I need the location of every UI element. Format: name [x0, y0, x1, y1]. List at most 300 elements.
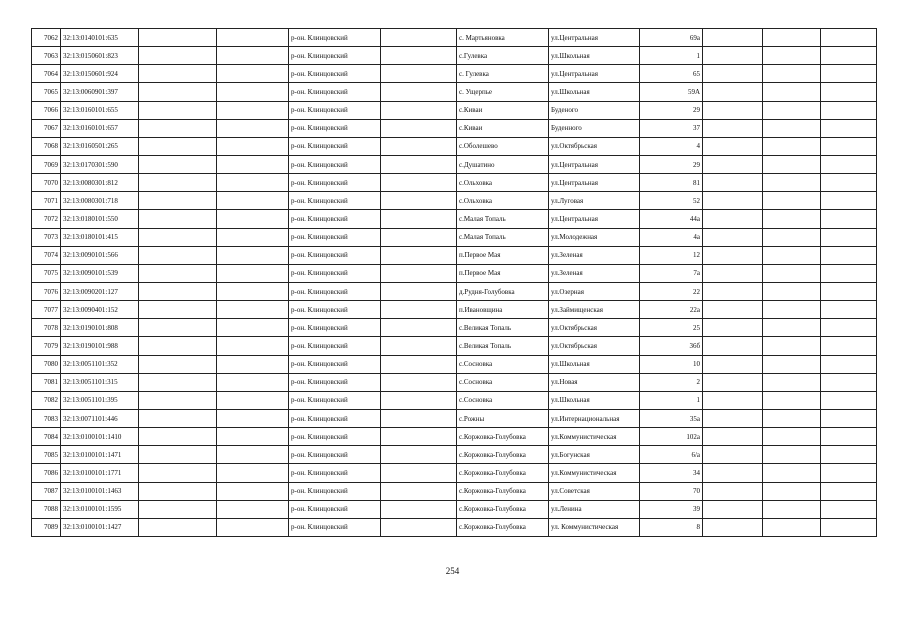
- blank-col-3-cell: [139, 482, 217, 500]
- table-row: [32, 373, 877, 391]
- blank-col-6-cell: [381, 355, 457, 373]
- row-number-cell: 7080: [32, 355, 61, 373]
- registry-table: [31, 28, 877, 537]
- table-row: [32, 337, 877, 355]
- blank-col-10-cell: [703, 210, 763, 228]
- row-number-cell: 7089: [32, 518, 61, 536]
- street-cell: ул.Зеленая: [549, 264, 640, 282]
- blank-col-12-cell: [821, 29, 877, 47]
- blank-col-4-cell: [217, 282, 289, 300]
- blank-col-11-cell: [763, 301, 821, 319]
- blank-col-3-cell: [139, 428, 217, 446]
- blank-col-3-cell: [139, 174, 217, 192]
- blank-col-6-cell: [381, 246, 457, 264]
- house-number-cell: 1: [640, 47, 703, 65]
- settlement-cell: с.Коржовка-Голубовка: [457, 500, 549, 518]
- row-number-cell: 7086: [32, 464, 61, 482]
- blank-col-12-cell: [821, 518, 877, 536]
- settlement-cell: с.Коржовка-Голубовка: [457, 464, 549, 482]
- row-number-cell: 7072: [32, 210, 61, 228]
- blank-col-12-cell: [821, 119, 877, 137]
- table-row: [32, 137, 877, 155]
- cadastral-number-cell: 32:13:0051101:315: [61, 373, 139, 391]
- blank-col-11-cell: [763, 337, 821, 355]
- district-cell: р-он. Клинцовский: [289, 192, 381, 210]
- settlement-cell: с.Коржовка-Голубовка: [457, 446, 549, 464]
- settlement-cell: п.Ивановщина: [457, 301, 549, 319]
- blank-col-3-cell: [139, 210, 217, 228]
- district-cell: р-он. Клинцовский: [289, 29, 381, 47]
- table-row: [32, 409, 877, 427]
- blank-col-12-cell: [821, 246, 877, 264]
- blank-col-6-cell: [381, 174, 457, 192]
- blank-col-10-cell: [703, 482, 763, 500]
- cadastral-number-cell: 32:13:0190101:988: [61, 337, 139, 355]
- blank-col-4-cell: [217, 137, 289, 155]
- row-number-cell: 7070: [32, 174, 61, 192]
- blank-col-12-cell: [821, 192, 877, 210]
- cadastral-number-cell: 32:13:0051101:352: [61, 355, 139, 373]
- row-number-cell: 7088: [32, 500, 61, 518]
- cadastral-number-cell: 32:13:0170301:590: [61, 155, 139, 173]
- street-cell: ул.Молодежная: [549, 228, 640, 246]
- blank-col-12-cell: [821, 282, 877, 300]
- cadastral-number-cell: 32:13:0160101:657: [61, 119, 139, 137]
- district-cell: р-он. Клинцовский: [289, 428, 381, 446]
- blank-col-10-cell: [703, 355, 763, 373]
- cadastral-number-cell: 32:13:0100101:1427: [61, 518, 139, 536]
- row-number-cell: 7067: [32, 119, 61, 137]
- blank-col-6-cell: [381, 228, 457, 246]
- blank-col-11-cell: [763, 319, 821, 337]
- row-number-cell: 7082: [32, 391, 61, 409]
- blank-col-11-cell: [763, 174, 821, 192]
- blank-col-10-cell: [703, 282, 763, 300]
- cadastral-number-cell: 32:13:0100101:1595: [61, 500, 139, 518]
- blank-col-11-cell: [763, 282, 821, 300]
- blank-col-4-cell: [217, 373, 289, 391]
- blank-col-12-cell: [821, 101, 877, 119]
- table-row: [32, 119, 877, 137]
- blank-col-3-cell: [139, 500, 217, 518]
- blank-col-12-cell: [821, 391, 877, 409]
- settlement-cell: с.Сосновка: [457, 391, 549, 409]
- row-number-cell: 7087: [32, 482, 61, 500]
- table-row: [32, 101, 877, 119]
- house-number-cell: 52: [640, 192, 703, 210]
- blank-col-12-cell: [821, 47, 877, 65]
- blank-col-3-cell: [139, 29, 217, 47]
- settlement-cell: с.Рожны: [457, 409, 549, 427]
- blank-col-12-cell: [821, 210, 877, 228]
- street-cell: ул.Школьная: [549, 47, 640, 65]
- row-number-cell: 7064: [32, 65, 61, 83]
- blank-col-6-cell: [381, 482, 457, 500]
- settlement-cell: с.Сосновка: [457, 373, 549, 391]
- blank-col-12-cell: [821, 65, 877, 83]
- cadastral-number-cell: 32:13:0080301:812: [61, 174, 139, 192]
- blank-col-6-cell: [381, 65, 457, 83]
- blank-col-3-cell: [139, 301, 217, 319]
- blank-col-4-cell: [217, 119, 289, 137]
- blank-col-11-cell: [763, 29, 821, 47]
- blank-col-10-cell: [703, 391, 763, 409]
- house-number-cell: 1: [640, 391, 703, 409]
- district-cell: р-он. Клинцовский: [289, 409, 381, 427]
- settlement-cell: с.Великая Топаль: [457, 337, 549, 355]
- blank-col-6-cell: [381, 428, 457, 446]
- table-row: [32, 174, 877, 192]
- blank-col-11-cell: [763, 228, 821, 246]
- blank-col-3-cell: [139, 47, 217, 65]
- cadastral-number-cell: 32:13:0100101:1410: [61, 428, 139, 446]
- table-row: [32, 228, 877, 246]
- table-row: [32, 83, 877, 101]
- blank-col-11-cell: [763, 355, 821, 373]
- table-row: [32, 65, 877, 83]
- street-cell: ул.Интернациональная: [549, 409, 640, 427]
- house-number-cell: 12: [640, 246, 703, 264]
- blank-col-6-cell: [381, 446, 457, 464]
- house-number-cell: 7а: [640, 264, 703, 282]
- blank-col-6-cell: [381, 409, 457, 427]
- blank-col-10-cell: [703, 319, 763, 337]
- blank-col-10-cell: [703, 192, 763, 210]
- blank-col-12-cell: [821, 228, 877, 246]
- blank-col-12-cell: [821, 482, 877, 500]
- blank-col-3-cell: [139, 264, 217, 282]
- house-number-cell: 22: [640, 282, 703, 300]
- district-cell: р-он. Клинцовский: [289, 65, 381, 83]
- house-number-cell: 34: [640, 464, 703, 482]
- cadastral-number-cell: 32:13:0140101:635: [61, 29, 139, 47]
- street-cell: ул.Богунская: [549, 446, 640, 464]
- blank-col-10-cell: [703, 174, 763, 192]
- table-row: [32, 47, 877, 65]
- blank-col-4-cell: [217, 301, 289, 319]
- blank-col-11-cell: [763, 210, 821, 228]
- street-cell: ул.Школьная: [549, 83, 640, 101]
- blank-col-4-cell: [217, 446, 289, 464]
- blank-col-10-cell: [703, 409, 763, 427]
- row-number-cell: 7066: [32, 101, 61, 119]
- blank-col-4-cell: [217, 47, 289, 65]
- street-cell: ул.Советская: [549, 482, 640, 500]
- district-cell: р-он. Клинцовский: [289, 119, 381, 137]
- settlement-cell: с.Оболешево: [457, 137, 549, 155]
- street-cell: ул.Луговая: [549, 192, 640, 210]
- row-number-cell: 7075: [32, 264, 61, 282]
- blank-col-3-cell: [139, 137, 217, 155]
- settlement-cell: с.Коржовка-Голубовка: [457, 428, 549, 446]
- blank-col-12-cell: [821, 464, 877, 482]
- settlement-cell: с.Малая Топаль: [457, 210, 549, 228]
- blank-col-3-cell: [139, 83, 217, 101]
- settlement-cell: с.Душатино: [457, 155, 549, 173]
- row-number-cell: 7085: [32, 446, 61, 464]
- district-cell: р-он. Клинцовский: [289, 464, 381, 482]
- settlement-cell: с.Киваи: [457, 101, 549, 119]
- cadastral-number-cell: 32:13:0100101:1471: [61, 446, 139, 464]
- blank-col-6-cell: [381, 119, 457, 137]
- blank-col-4-cell: [217, 464, 289, 482]
- table-row: [32, 500, 877, 518]
- blank-col-11-cell: [763, 464, 821, 482]
- row-number-cell: 7081: [32, 373, 61, 391]
- blank-col-10-cell: [703, 446, 763, 464]
- district-cell: р-он. Клинцовский: [289, 264, 381, 282]
- house-number-cell: 35а: [640, 409, 703, 427]
- settlement-cell: с.Киваи: [457, 119, 549, 137]
- blank-col-4-cell: [217, 518, 289, 536]
- street-cell: ул.Октябрьская: [549, 137, 640, 155]
- cadastral-number-cell: 32:13:0071101:446: [61, 409, 139, 427]
- blank-col-12-cell: [821, 428, 877, 446]
- blank-col-6-cell: [381, 29, 457, 47]
- blank-col-10-cell: [703, 65, 763, 83]
- settlement-cell: с.Коржовка-Голубовка: [457, 482, 549, 500]
- cadastral-number-cell: 32:13:0160501:265: [61, 137, 139, 155]
- blank-col-3-cell: [139, 155, 217, 173]
- blank-col-11-cell: [763, 119, 821, 137]
- settlement-cell: с.Ольховка: [457, 174, 549, 192]
- blank-col-10-cell: [703, 500, 763, 518]
- blank-col-10-cell: [703, 518, 763, 536]
- house-number-cell: 8: [640, 518, 703, 536]
- district-cell: р-он. Клинцовский: [289, 174, 381, 192]
- blank-col-3-cell: [139, 228, 217, 246]
- blank-col-3-cell: [139, 192, 217, 210]
- blank-col-11-cell: [763, 373, 821, 391]
- blank-col-4-cell: [217, 228, 289, 246]
- district-cell: р-он. Клинцовский: [289, 155, 381, 173]
- blank-col-10-cell: [703, 464, 763, 482]
- table-row: [32, 155, 877, 173]
- street-cell: ул.Центральная: [549, 174, 640, 192]
- street-cell: ул. Коммунистическая: [549, 518, 640, 536]
- blank-col-6-cell: [381, 83, 457, 101]
- blank-col-12-cell: [821, 155, 877, 173]
- table-row: [32, 319, 877, 337]
- row-number-cell: 7065: [32, 83, 61, 101]
- street-cell: ул.Центральная: [549, 210, 640, 228]
- blank-col-4-cell: [217, 482, 289, 500]
- district-cell: р-он. Клинцовский: [289, 518, 381, 536]
- blank-col-6-cell: [381, 500, 457, 518]
- house-number-cell: 10: [640, 355, 703, 373]
- blank-col-6-cell: [381, 518, 457, 536]
- blank-col-4-cell: [217, 192, 289, 210]
- district-cell: р-он. Клинцовский: [289, 301, 381, 319]
- blank-col-6-cell: [381, 337, 457, 355]
- blank-col-10-cell: [703, 155, 763, 173]
- street-cell: ул.Коммунистическая: [549, 428, 640, 446]
- district-cell: р-он. Клинцовский: [289, 355, 381, 373]
- blank-col-12-cell: [821, 337, 877, 355]
- cadastral-number-cell: 32:13:0160101:655: [61, 101, 139, 119]
- blank-col-6-cell: [381, 264, 457, 282]
- house-number-cell: 29: [640, 101, 703, 119]
- blank-col-6-cell: [381, 319, 457, 337]
- table-row: [32, 246, 877, 264]
- table-row: [32, 355, 877, 373]
- table-row: [32, 282, 877, 300]
- house-number-cell: 4: [640, 137, 703, 155]
- row-number-cell: 7063: [32, 47, 61, 65]
- blank-col-6-cell: [381, 373, 457, 391]
- blank-col-3-cell: [139, 355, 217, 373]
- cadastral-number-cell: 32:13:0100101:1771: [61, 464, 139, 482]
- settlement-cell: д.Рудня-Голубовка: [457, 282, 549, 300]
- settlement-cell: с.Коржовка-Голубовка: [457, 518, 549, 536]
- blank-col-12-cell: [821, 373, 877, 391]
- cadastral-number-cell: 32:13:0090101:539: [61, 264, 139, 282]
- blank-col-12-cell: [821, 355, 877, 373]
- blank-col-11-cell: [763, 101, 821, 119]
- blank-col-11-cell: [763, 391, 821, 409]
- blank-col-10-cell: [703, 29, 763, 47]
- row-number-cell: 7069: [32, 155, 61, 173]
- street-cell: ул.Октябрьская: [549, 319, 640, 337]
- blank-col-10-cell: [703, 373, 763, 391]
- row-number-cell: 7076: [32, 282, 61, 300]
- blank-col-12-cell: [821, 409, 877, 427]
- cadastral-number-cell: 32:13:0100101:1463: [61, 482, 139, 500]
- blank-col-3-cell: [139, 391, 217, 409]
- district-cell: р-он. Клинцовский: [289, 446, 381, 464]
- street-cell: ул.Октябрьская: [549, 337, 640, 355]
- blank-col-11-cell: [763, 246, 821, 264]
- table-row: [32, 29, 877, 47]
- district-cell: р-он. Клинцовский: [289, 101, 381, 119]
- blank-col-3-cell: [139, 373, 217, 391]
- table-row: [32, 210, 877, 228]
- blank-col-11-cell: [763, 482, 821, 500]
- district-cell: р-он. Клинцовский: [289, 391, 381, 409]
- street-cell: ул.Ленина: [549, 500, 640, 518]
- settlement-cell: с.Гулевка: [457, 47, 549, 65]
- blank-col-6-cell: [381, 47, 457, 65]
- blank-col-3-cell: [139, 282, 217, 300]
- settlement-cell: с.Великая Топаль: [457, 319, 549, 337]
- house-number-cell: 29: [640, 155, 703, 173]
- blank-col-4-cell: [217, 101, 289, 119]
- blank-col-10-cell: [703, 137, 763, 155]
- blank-col-3-cell: [139, 446, 217, 464]
- blank-col-4-cell: [217, 337, 289, 355]
- district-cell: р-он. Клинцовский: [289, 337, 381, 355]
- blank-col-3-cell: [139, 518, 217, 536]
- cadastral-number-cell: 32:13:0090201:127: [61, 282, 139, 300]
- blank-col-12-cell: [821, 500, 877, 518]
- settlement-cell: с.Малая Топаль: [457, 228, 549, 246]
- street-cell: ул.Центральная: [549, 155, 640, 173]
- cadastral-number-cell: 32:13:0180101:550: [61, 210, 139, 228]
- blank-col-4-cell: [217, 29, 289, 47]
- settlement-cell: с. Мартьяновка: [457, 29, 549, 47]
- street-cell: ул.Центральная: [549, 65, 640, 83]
- house-number-cell: 22а: [640, 301, 703, 319]
- table-row: [32, 482, 877, 500]
- blank-col-10-cell: [703, 246, 763, 264]
- blank-col-6-cell: [381, 464, 457, 482]
- cadastral-number-cell: 32:13:0150601:823: [61, 47, 139, 65]
- blank-col-10-cell: [703, 101, 763, 119]
- street-cell: ул.Новая: [549, 373, 640, 391]
- blank-col-4-cell: [217, 409, 289, 427]
- district-cell: р-он. Клинцовский: [289, 373, 381, 391]
- cadastral-number-cell: 32:13:0090401:152: [61, 301, 139, 319]
- house-number-cell: 4а: [640, 228, 703, 246]
- blank-col-3-cell: [139, 65, 217, 83]
- row-number-cell: 7083: [32, 409, 61, 427]
- blank-col-3-cell: [139, 409, 217, 427]
- house-number-cell: 70: [640, 482, 703, 500]
- blank-col-11-cell: [763, 137, 821, 155]
- blank-col-10-cell: [703, 337, 763, 355]
- row-number-cell: 7074: [32, 246, 61, 264]
- blank-col-4-cell: [217, 355, 289, 373]
- page-number: 254: [445, 566, 460, 576]
- district-cell: р-он. Клинцовский: [289, 319, 381, 337]
- cadastral-number-cell: 32:13:0180101:415: [61, 228, 139, 246]
- street-cell: ул.Озерная: [549, 282, 640, 300]
- table-row: [32, 391, 877, 409]
- blank-col-4-cell: [217, 174, 289, 192]
- row-number-cell: 7077: [32, 301, 61, 319]
- blank-col-3-cell: [139, 319, 217, 337]
- street-cell: ул.Займищенская: [549, 301, 640, 319]
- blank-col-10-cell: [703, 47, 763, 65]
- blank-col-11-cell: [763, 500, 821, 518]
- street-cell: Буденого: [549, 101, 640, 119]
- row-number-cell: 7079: [32, 337, 61, 355]
- blank-col-11-cell: [763, 428, 821, 446]
- district-cell: р-он. Клинцовский: [289, 246, 381, 264]
- district-cell: р-он. Клинцовский: [289, 83, 381, 101]
- street-cell: ул.Школьная: [549, 355, 640, 373]
- blank-col-11-cell: [763, 264, 821, 282]
- blank-col-11-cell: [763, 192, 821, 210]
- cadastral-number-cell: 32:13:0190101:808: [61, 319, 139, 337]
- blank-col-10-cell: [703, 264, 763, 282]
- cadastral-number-cell: 32:13:0150601:924: [61, 65, 139, 83]
- house-number-cell: 59А: [640, 83, 703, 101]
- settlement-cell: с. Ущерпье: [457, 83, 549, 101]
- blank-col-12-cell: [821, 83, 877, 101]
- cadastral-number-cell: 32:13:0080301:718: [61, 192, 139, 210]
- settlement-cell: п.Первое Мая: [457, 246, 549, 264]
- settlement-cell: с. Гулевка: [457, 65, 549, 83]
- blank-col-10-cell: [703, 228, 763, 246]
- blank-col-4-cell: [217, 155, 289, 173]
- blank-col-6-cell: [381, 301, 457, 319]
- district-cell: р-он. Клинцовский: [289, 137, 381, 155]
- street-cell: Буденного: [549, 119, 640, 137]
- table-row: [32, 428, 877, 446]
- house-number-cell: 37: [640, 119, 703, 137]
- district-cell: р-он. Клинцовский: [289, 482, 381, 500]
- settlement-cell: п.Первое Мая: [457, 264, 549, 282]
- district-cell: р-он. Клинцовский: [289, 282, 381, 300]
- blank-col-4-cell: [217, 83, 289, 101]
- blank-col-3-cell: [139, 464, 217, 482]
- house-number-cell: 2: [640, 373, 703, 391]
- blank-col-6-cell: [381, 210, 457, 228]
- house-number-cell: 44а: [640, 210, 703, 228]
- blank-col-11-cell: [763, 65, 821, 83]
- blank-col-3-cell: [139, 119, 217, 137]
